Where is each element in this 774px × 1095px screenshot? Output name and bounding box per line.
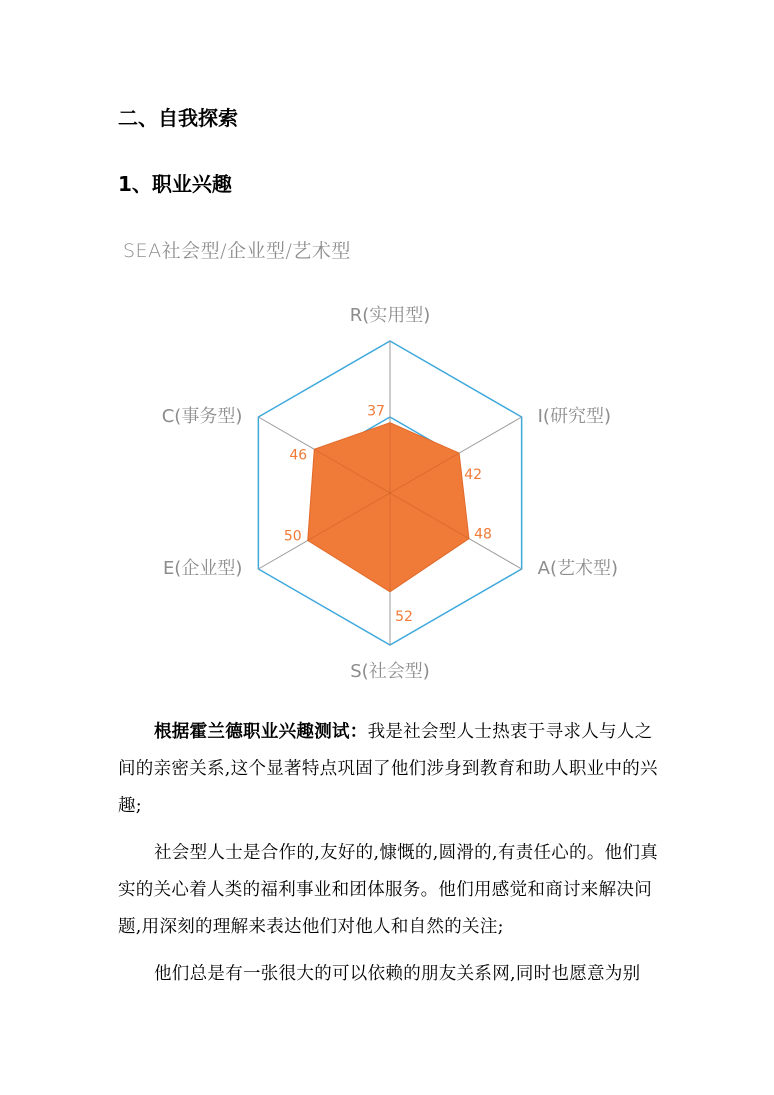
result-code: SEA社会型/企业型/艺术型	[123, 240, 351, 262]
axis-label: C(事务型)	[161, 406, 243, 427]
paragraph-traits: 社会型人士是合作的,友好的,慷慨的,圆滑的,有责任心的。他们真实的关心着人类的福利事业和团体服务。他们用感觉和商讨来解决问题,用深刻的理解来表达他们对他人和自然的关注;	[118, 843, 659, 937]
paragraph-lead: 根据霍兰德职业兴趣测试：	[154, 722, 368, 742]
value-label: 37	[367, 403, 385, 420]
value-label: 50	[283, 528, 302, 545]
axis-label: I(研究型)	[537, 406, 611, 427]
subsection-title: 1、职业兴趣	[118, 172, 232, 196]
paragraph-text: 我是社会型人士热衷于寻求人与人之间的亲密关系,这个显著特点巩固了他们涉身到教育和助人职业中的兴趣;	[118, 722, 658, 816]
radar-chart	[0, 300, 774, 700]
value-label: 46	[289, 447, 308, 464]
section-title: 二、自我探索	[118, 106, 238, 130]
value-label: 48	[474, 526, 492, 543]
value-label: 42	[464, 467, 483, 484]
value-label: 52	[395, 608, 413, 625]
axis-label: R(实用型)	[349, 305, 431, 326]
paragraph-network: 他们总是有一张很大的可以依赖的朋友关系网,同时也愿意为别	[154, 964, 641, 984]
data-area	[308, 423, 469, 592]
paragraph-intro	[118, 714, 660, 825]
axis-label: A(艺术型)	[537, 558, 618, 579]
axis-label: S(社会型)	[350, 661, 430, 682]
axis-label: E(企业型)	[162, 558, 243, 579]
